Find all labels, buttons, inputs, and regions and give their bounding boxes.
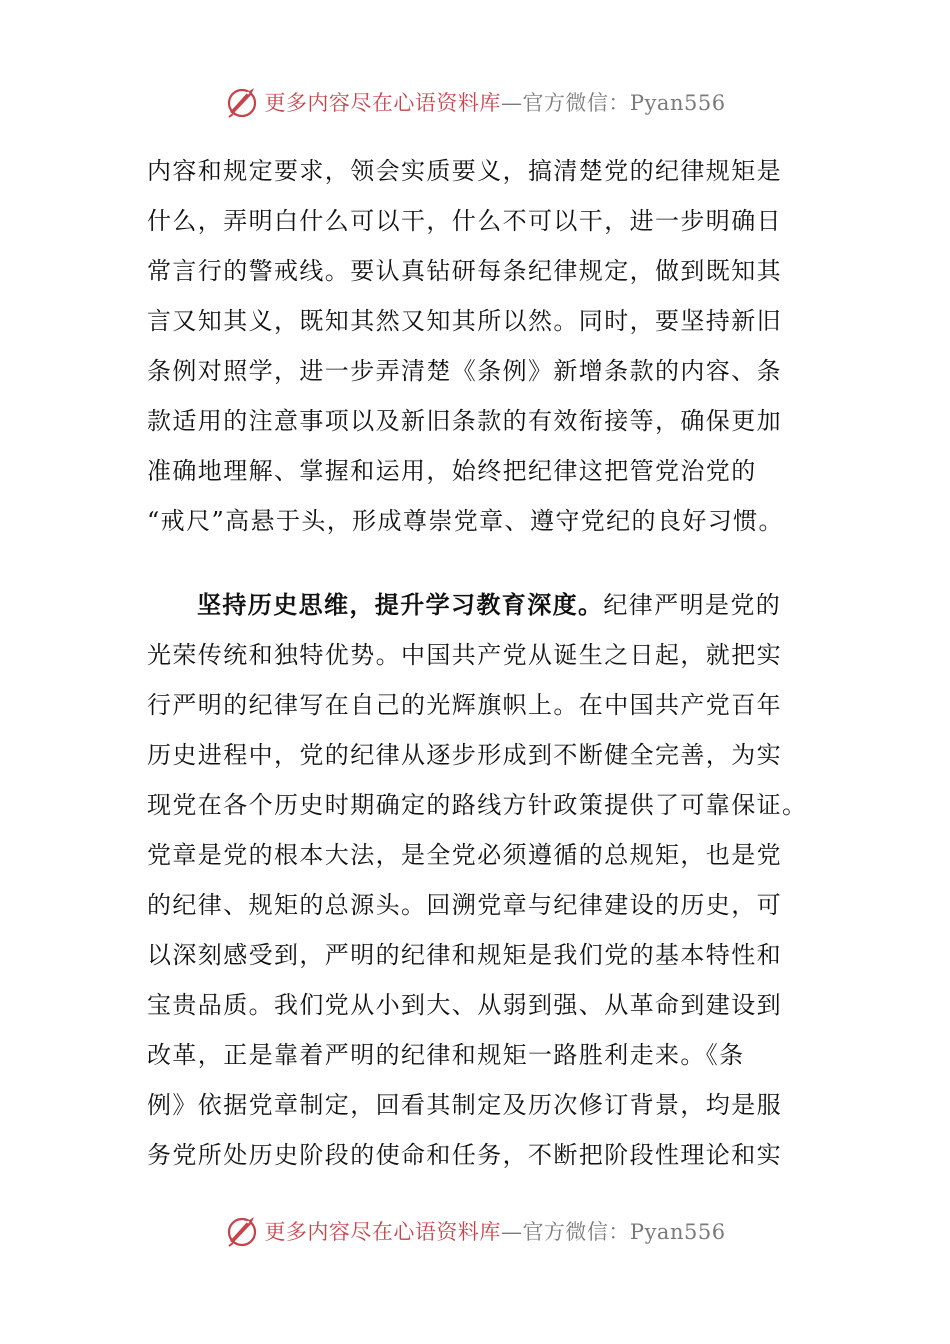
pen-logo-icon bbox=[224, 84, 260, 120]
text-line: 历史进程中，党的纪律从逐步形成到不断健全完善，为实 bbox=[147, 741, 782, 769]
text-line: “戒尺”高悬于头，形成尊崇党章、遵守党纪的良好习惯。 bbox=[147, 507, 784, 535]
footer-brand: 更多内容尽在心语资料库 bbox=[264, 1220, 501, 1244]
text-line: 以深刻感受到，严明的纪律和规矩是我们党的基本特性和 bbox=[147, 941, 782, 969]
text-line: 党章是党的根本大法，是全党必须遵循的总规矩，也是党 bbox=[147, 841, 782, 869]
text-line: 什么，弄明白什么可以干，什么不可以干，进一步明确日 bbox=[147, 207, 782, 235]
header-banner bbox=[0, 82, 950, 122]
header-text bbox=[264, 87, 725, 117]
footer-banner bbox=[0, 1211, 950, 1251]
footer-contact: 官方微信：Pyan556 bbox=[522, 1220, 726, 1244]
text-line: 准确地理解、掌握和运用，始终把纪律这把管党治党的 bbox=[147, 457, 757, 485]
heading-rest: 纪律严明是党的 bbox=[603, 591, 782, 619]
section-heading: 坚持历史思维，提升学习教育深度。 bbox=[197, 590, 604, 619]
footer-dash: — bbox=[500, 1220, 523, 1244]
header-contact: 官方微信：Pyan556 bbox=[522, 91, 726, 115]
header-dash: — bbox=[500, 91, 523, 115]
text-line: 条例对照学，进一步弄清楚《条例》新增条款的内容、条 bbox=[147, 357, 782, 385]
text-line: 常言行的警戒线。要认真钻研每条纪律规定，做到既知其 bbox=[147, 257, 782, 285]
text-line: 行严明的纪律写在自己的光辉旗帜上。在中国共产党百年 bbox=[147, 691, 782, 719]
text-line: 例》依据党章制定，回看其制定及历次修订背景，均是服 bbox=[147, 1091, 782, 1119]
text-line-first bbox=[147, 580, 807, 630]
text-line: 款适用的注意事项以及新旧条款的有效衔接等，确保更加 bbox=[147, 407, 782, 435]
text-line: 内容和规定要求，领会实质要义，搞清楚党的纪律规矩是 bbox=[147, 157, 782, 185]
text-line: 宝贵品质。我们党从小到大、从弱到强、从革命到建设到 bbox=[147, 991, 782, 1019]
text-line: 务党所处历史阶段的使命和任务，不断把阶段性理论和实 bbox=[147, 1141, 782, 1169]
footer-text bbox=[264, 1216, 725, 1246]
paragraph-continuation bbox=[147, 146, 807, 546]
text-line: 言又知其义，既知其然又知其所以然。同时，要坚持新旧 bbox=[147, 307, 782, 335]
text-line: 改革，正是靠着严明的纪律和规矩一路胜利走来。《条 bbox=[147, 1041, 745, 1069]
pen-logo-icon bbox=[224, 1213, 260, 1249]
paragraph-history bbox=[147, 580, 807, 1180]
text-line: 现党在各个历史时期确定的路线方针政策提供了可靠保证。 bbox=[147, 791, 808, 819]
header-brand: 更多内容尽在心语资料库 bbox=[264, 91, 501, 115]
text-line: 光荣传统和独特优势。中国共产党从诞生之日起，就把实 bbox=[147, 641, 782, 669]
text-line: 的纪律、规矩的总源头。回溯党章与纪律建设的历史，可 bbox=[147, 891, 782, 919]
